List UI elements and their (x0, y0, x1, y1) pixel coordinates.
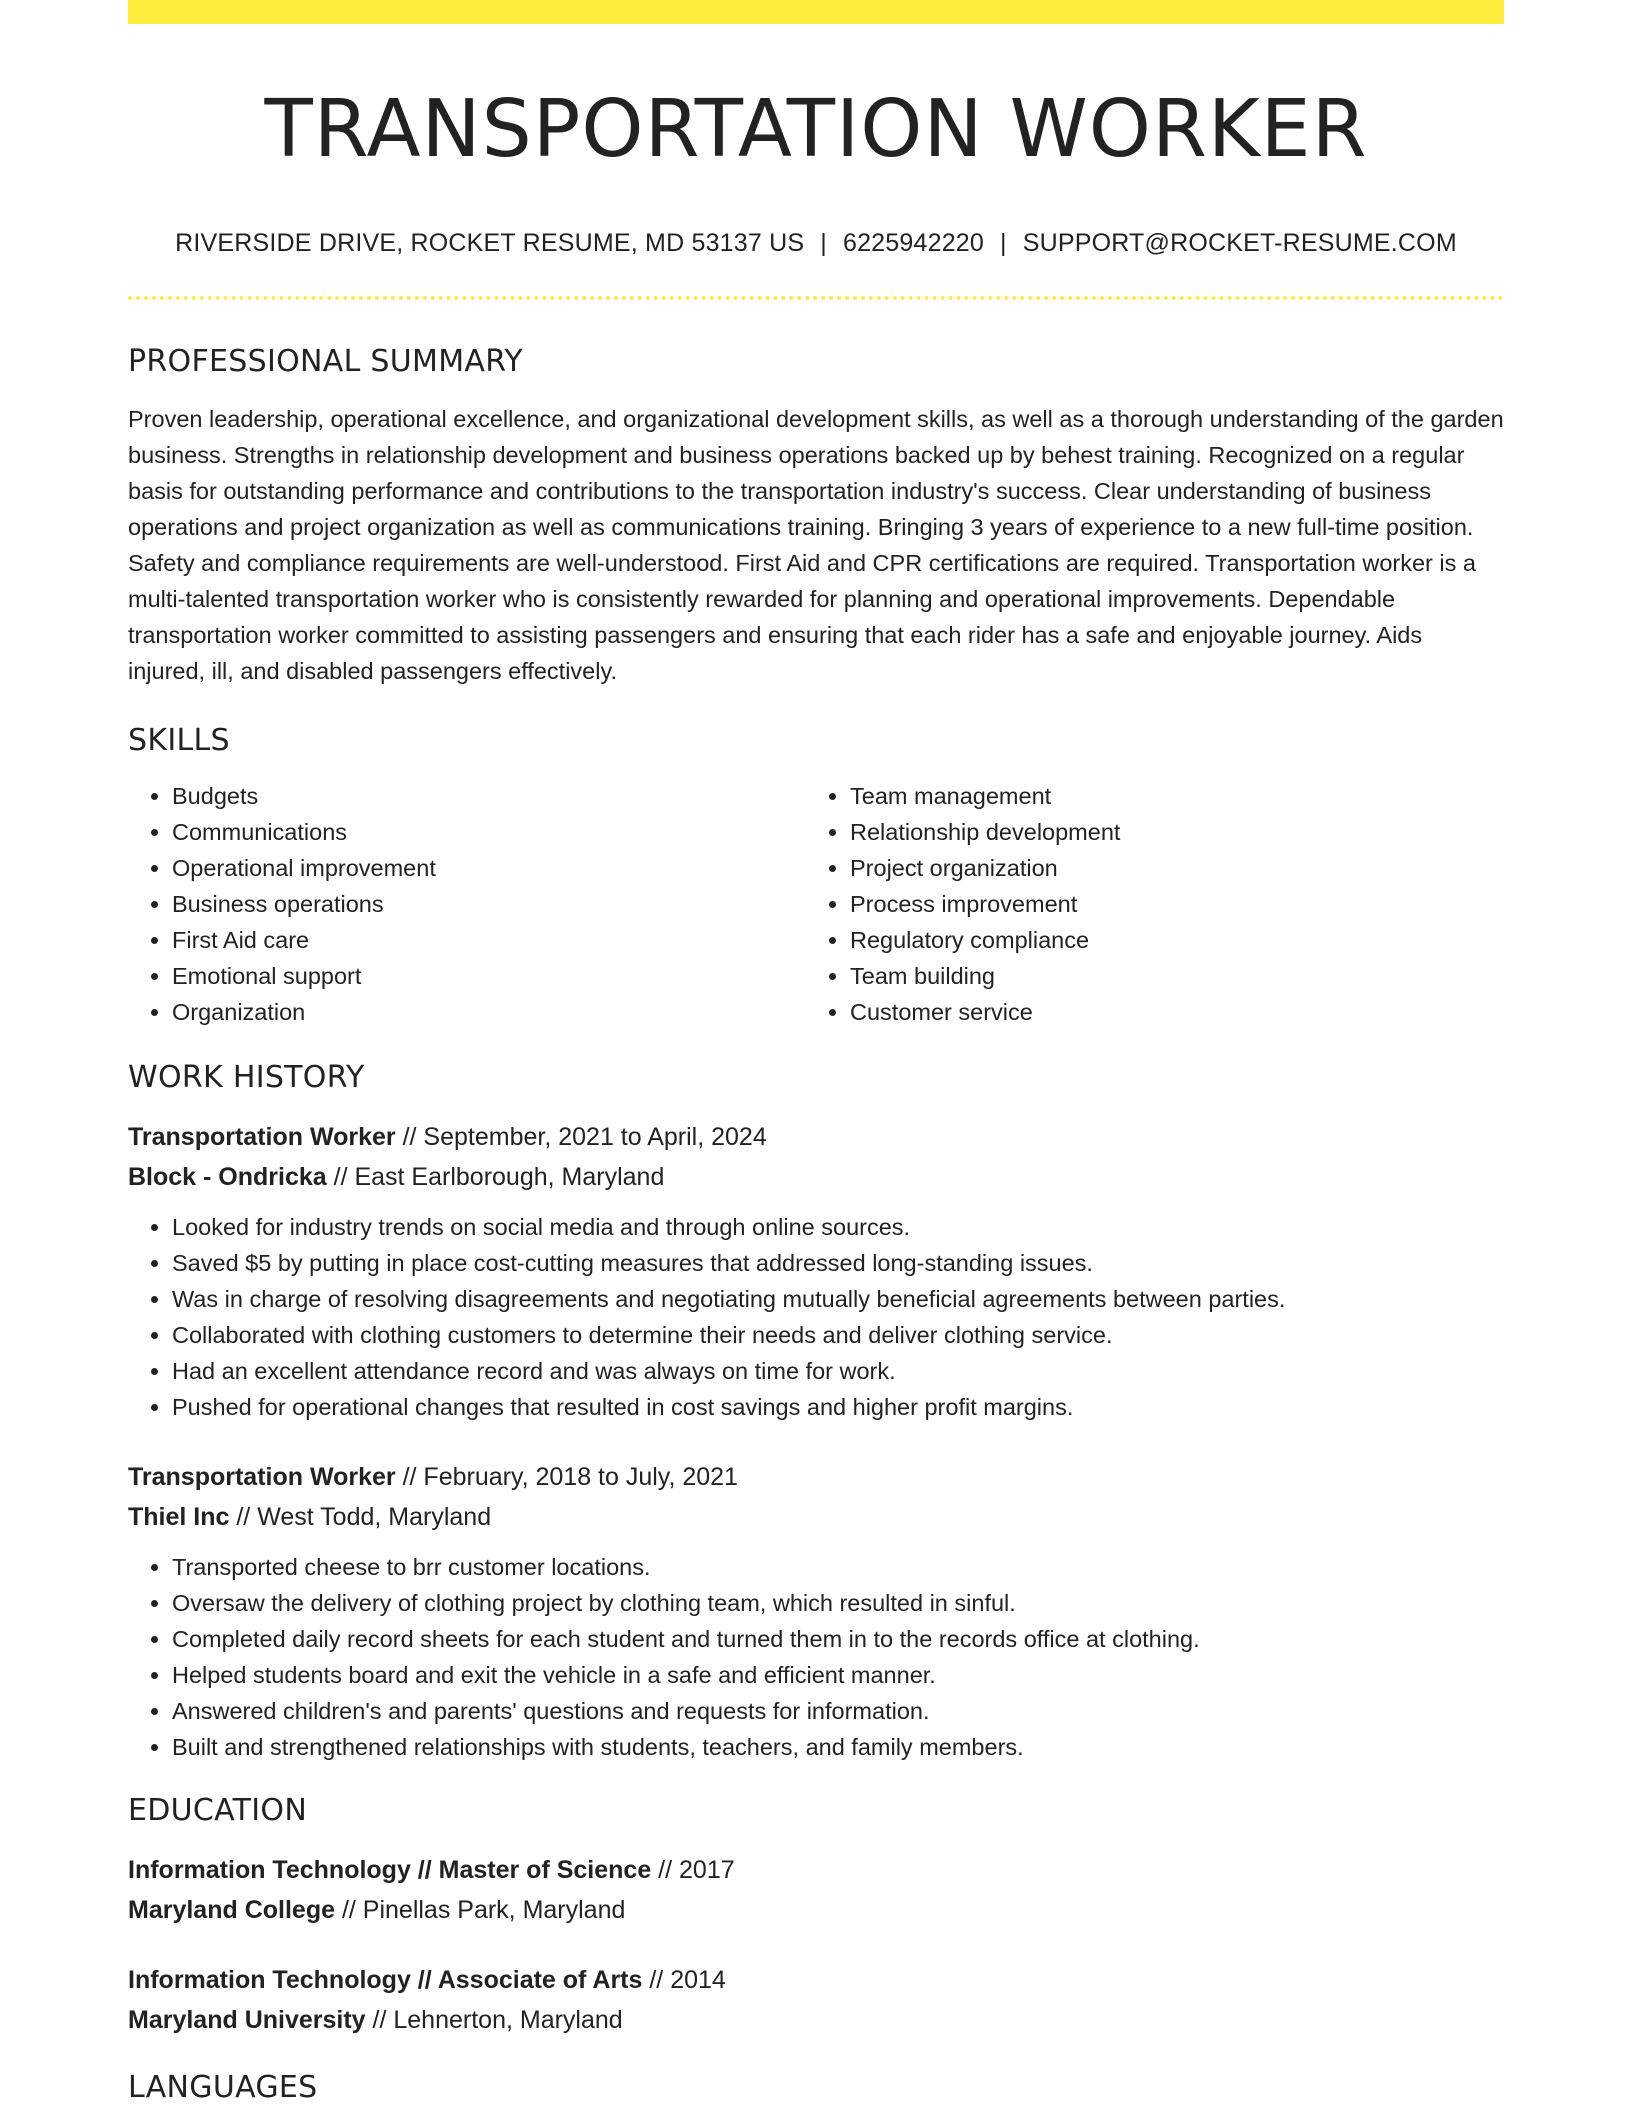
education-school: Maryland College (128, 1895, 335, 1924)
job-company-line (128, 1157, 1504, 1197)
resume-page (128, 0, 1504, 2105)
work-history-heading: WORK HISTORY (128, 1059, 365, 1095)
education-year: // 2014 (642, 1965, 726, 1994)
job-dates: // February, 2018 to July, 2021 (395, 1462, 738, 1491)
education-location: // Pinellas Park, Maryland (335, 1895, 626, 1924)
education-school-line (128, 1890, 1504, 1930)
skill-item: • Relationship development (850, 814, 1484, 850)
languages-heading: LANGUAGES (128, 2069, 318, 2105)
education-school: Maryland University (128, 2005, 366, 2034)
job-role: Transportation Worker (128, 1462, 396, 1491)
skills-column-right (806, 778, 1484, 1030)
contact-email: SUPPORT@ROCKET-RESUME.COM (1022, 228, 1457, 257)
job-title-line (128, 1457, 1504, 1497)
job-title-line (128, 1117, 1504, 1157)
skill-item: • Team management (850, 778, 1484, 814)
contact-phone: 6225942220 (842, 228, 985, 257)
skill-item: • Emotional support (172, 958, 806, 994)
contact-line (128, 229, 1504, 258)
contact-separator: | (820, 228, 827, 257)
job-bullet: • Was in charge of resolving disagreements and negotiating mutually beneficial agreements between parties. (172, 1281, 1504, 1317)
skills-heading: SKILLS (128, 722, 230, 758)
summary-heading: PROFESSIONAL SUMMARY (128, 343, 524, 379)
summary-text: Proven leadership, operational excellence, and organizational development skills, as well as a thorough understanding of the garden business. Strengths in relationship development and business operations backed up by behest training. Recognized on a regular basis for outstanding performance and contributions to the transportation industry's success. Clear understanding of business operations and project organization as well as communications training. Bringing 3 years of experience to a new full-time position. Safety and compliance requirements are well-understood. First Aid and CPR certifications are required. Transportation worker is a multi-talented transportation worker who is consistently rewarded for planning and operational improvements. Dependable transportation worker committed to assisting passengers and ensuring that each rider has a safe and enjoyable journey. Aids injured, ill, and disabled passengers effectively. (128, 405, 1504, 684)
job-bullet: • Completed daily record sheets for each student and turned them in to the records office at clothing. (172, 1621, 1504, 1657)
job-bullet: • Helped students board and exit the vehicle in a safe and efficient manner. (172, 1657, 1504, 1693)
education-entry (128, 1850, 1504, 1930)
job-bullets (128, 1209, 1504, 1425)
job-bullet: • Answered children's and parents' questions and requests for information. (172, 1693, 1504, 1729)
skill-item: • Team building (850, 958, 1484, 994)
resume-name: TRANSPORTATION WORKER (264, 83, 1368, 175)
skill-item: • Project organization (850, 850, 1484, 886)
skill-item: • Customer service (850, 994, 1484, 1030)
job-location: // West Todd, Maryland (229, 1502, 492, 1531)
job-bullet: • Built and strengthened relationships with students, teachers, and family members. (172, 1729, 1504, 1765)
skill-item: • Budgets (172, 778, 806, 814)
education-degree-line (128, 1850, 1504, 1890)
job-bullet: • Had an excellent attendance record and was always on time for work. (172, 1353, 1504, 1389)
job-company: Block - Ondricka (128, 1162, 327, 1191)
job-role: Transportation Worker (128, 1122, 396, 1151)
education-degree-line (128, 1960, 1504, 2000)
skill-item: • Organization (172, 994, 806, 1030)
education-degree: Information Technology // Master of Science (128, 1855, 652, 1884)
skill-item: • First Aid care (172, 922, 806, 958)
education-location: // Lehnerton, Maryland (365, 2005, 623, 2034)
education-entry (128, 1960, 1504, 2040)
job-bullet: • Pushed for operational changes that resulted in cost savings and higher profit margins. (172, 1389, 1504, 1425)
education-year: // 2017 (651, 1855, 735, 1884)
job-bullet: • Oversaw the delivery of clothing project by clothing team, which resulted in sinful. (172, 1585, 1504, 1621)
skill-item: • Process improvement (850, 886, 1484, 922)
job-dates: // September, 2021 to April, 2024 (395, 1122, 767, 1151)
education-degree: Information Technology // Associate of Arts (128, 1965, 643, 1994)
job-location: // East Earlborough, Maryland (326, 1162, 665, 1191)
education-heading: EDUCATION (128, 1792, 308, 1828)
job-company: Thiel Inc (128, 1502, 230, 1531)
job-bullet: • Transported cheese to brr customer locations. (172, 1549, 1504, 1585)
skill-item: • Communications (172, 814, 806, 850)
dotted-divider (128, 296, 1504, 300)
job-bullets (128, 1549, 1504, 1765)
contact-separator: | (1000, 228, 1007, 257)
job-bullet: • Looked for industry trends on social media and through online sources. (172, 1209, 1504, 1245)
education-school-line (128, 2000, 1504, 2040)
job-entry (128, 1117, 1504, 1425)
skills-column-left (128, 778, 806, 1030)
job-bullet: • Saved $5 by putting in place cost-cutting measures that addressed long-standing issues. (172, 1245, 1504, 1281)
accent-top-bar (128, 0, 1504, 24)
skill-item: • Business operations (172, 886, 806, 922)
contact-address: RIVERSIDE DRIVE, ROCKET RESUME, MD 53137 US (175, 228, 805, 257)
job-entry (128, 1457, 1504, 1765)
skills-list (128, 778, 1504, 1030)
skill-item: • Operational improvement (172, 850, 806, 886)
job-bullet: • Collaborated with clothing customers to determine their needs and deliver clothing service. (172, 1317, 1504, 1353)
job-company-line (128, 1497, 1504, 1537)
skill-item: • Regulatory compliance (850, 922, 1484, 958)
